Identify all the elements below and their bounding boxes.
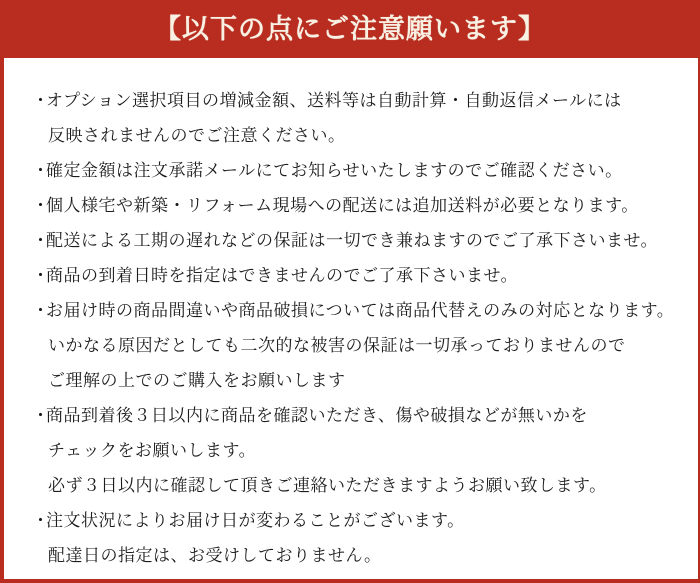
notice-line-text: オプション選択項目の増減金額、送料等は自動計算・自動返信メールには — [46, 91, 622, 111]
bullet-dot: ・ — [32, 196, 50, 216]
notice-line: いかなる原因だとしても二次的な被害の保証は一切承っておりませんので — [48, 336, 626, 356]
notice-line — [32, 224, 680, 259]
bullet-dot: ・ — [32, 511, 50, 531]
notice-line — [32, 154, 680, 189]
notice-line-text: 個人様宅や新築・リフォーム現場への配送には追加送料が必要となります。 — [46, 196, 639, 216]
bullet-dot: ・ — [32, 91, 50, 111]
notice-line-text: お届け時の商品間違いや商品破損については商品代替えのみの対応となります。 — [46, 301, 675, 321]
notice-line: 反映されませんのでご注意ください。 — [48, 126, 346, 146]
notice-line — [32, 84, 680, 119]
notice-line — [32, 259, 680, 294]
notice-header-banner — [0, 0, 700, 58]
bullet-dot: ・ — [32, 406, 50, 426]
notice-line: ご理解の上でのご購入をお願いします — [48, 371, 346, 391]
bullet-dot: ・ — [32, 266, 50, 286]
notice-line — [32, 399, 680, 434]
notice-line: チェックをお願いします。 — [48, 441, 257, 461]
notice-line-text: 商品の到着日時を指定はできませんのでご了承下さいませ。 — [46, 266, 518, 286]
notice-line-text: 商品到着後３日以内に商品を確認いただき、傷や破損などが無いかを — [46, 406, 588, 426]
notice-line: 配達日の指定は、お受けしておりません。 — [48, 546, 382, 566]
notice-line — [32, 504, 680, 539]
notice-line-text: 確定金額は注文承諾メールにてお知らせいたしますのでご確認ください。 — [46, 161, 623, 181]
notice-line-text: 配送による工期の遅れなどの保証は一切でき兼ねますのでご了承下さいませ。 — [46, 231, 658, 251]
notice-body — [4, 58, 698, 579]
bullet-dot: ・ — [32, 161, 50, 181]
notice-title: 【以下の点にご注意願います】 — [154, 13, 546, 45]
bullet-dot: ・ — [32, 231, 50, 251]
notice-line — [32, 189, 680, 224]
bullet-dot: ・ — [32, 301, 50, 321]
notice-line-text: 注文状況によりお届け日が変わることがございます。 — [46, 511, 465, 531]
notice-line: 必ず３日以内に確認して頂きご連絡いただきますようお願い致します。 — [48, 476, 607, 496]
notice-line — [32, 294, 680, 329]
